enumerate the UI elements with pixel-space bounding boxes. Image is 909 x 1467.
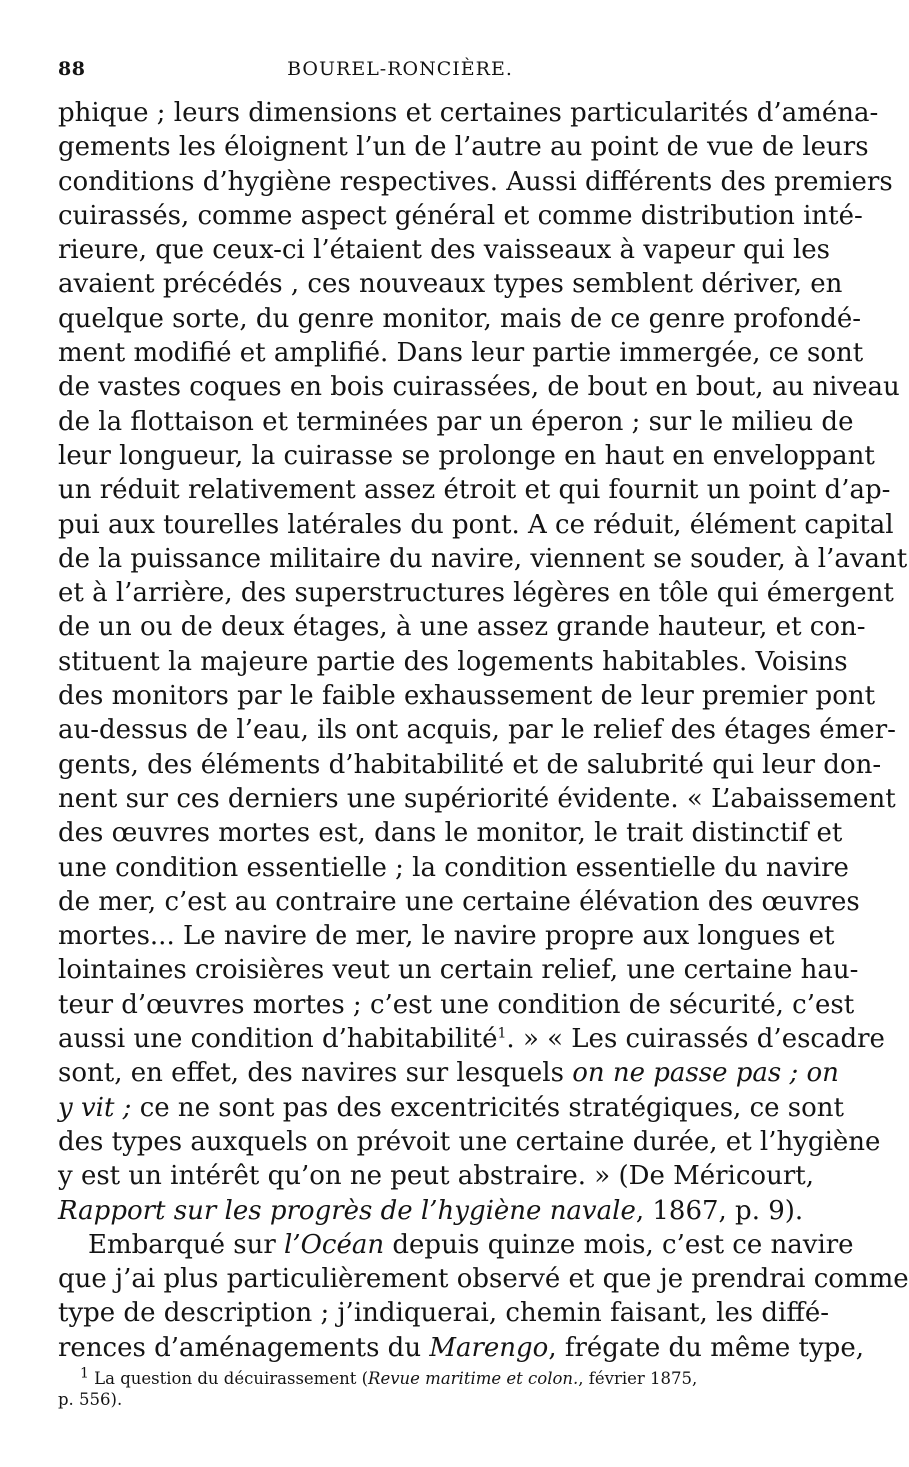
text-run: , février 1875, <box>578 1369 698 1388</box>
text-line: type de description ; j’indiquerai, chemin faisant, les diffé- <box>58 1298 829 1329</box>
text-line: de vastes coques en bois cuirassées, de bout en bout, au niveau <box>58 372 900 403</box>
text-run: Embarqué sur <box>88 1229 285 1260</box>
text-line: cuirassés, comme aspect général et comme distribution inté- <box>58 200 863 231</box>
text-line: teur d’œuvres mortes ; c’est une condition de sécurité, c’est <box>58 989 855 1020</box>
italic-run: l’Océan <box>284 1229 385 1260</box>
text-line: de un ou de deux étages, à une assez grande hauteur, et con- <box>58 612 866 643</box>
text-line <box>58 1056 839 1090</box>
text-line <box>58 1194 804 1228</box>
page-header <box>58 58 742 88</box>
text-run: rences d’aménagements du <box>58 1332 430 1363</box>
running-head: BOUREL-RONCIÈRE. <box>287 58 513 80</box>
text-line: phique ; leurs dimensions et certaines particularités d’aména- <box>58 98 879 128</box>
text-line: avaient précédés , ces nouveaux types semblent dériver, en <box>58 269 843 300</box>
text-line: ment modifié et amplifié. Dans leur partie immergée, ce sont <box>58 338 864 369</box>
page-number: 88 <box>58 58 86 80</box>
footnote-marker: 1 <box>80 1365 89 1382</box>
text-line: des œuvres mortes est, dans le monitor, le trait distinctif et <box>58 818 843 849</box>
text-line: de la puissance militaire du navire, viennent se souder, à l’avant <box>58 543 908 574</box>
italic-run: Revue maritime et colon. <box>368 1369 579 1388</box>
text-line: nent sur ces derniers une supériorité évidente. « L’abaissement <box>58 783 896 814</box>
italic-run: Rapport sur les progrès de l’hygiène navale <box>58 1195 636 1226</box>
text-line: au-dessus de l’eau, ils ont acquis, par le relief des étages émer- <box>58 715 896 746</box>
text-line: stituent la majeure partie des logements habitables. Voisins <box>58 646 848 677</box>
text-line: mortes... Le navire de mer, le navire propre aux longues et <box>58 921 835 952</box>
text-run: sont, en effet, des navires sur lesquels <box>58 1058 573 1089</box>
text-line: lointaines croisières veut un certain relief, une certaine hau- <box>58 955 859 986</box>
text-line: et à l’arrière, des superstructures légères en tôle qui émergent <box>58 578 894 609</box>
text-line: de mer, c’est au contraire une certaine élévation des œuvres <box>58 886 860 917</box>
text-run: depuis quinze mois, c’est ce navire <box>384 1229 854 1260</box>
text-run: , 1867, p. 9). <box>635 1195 804 1226</box>
text-line: gements les éloignent l’un de l’autre au point de vue de leurs <box>58 132 869 163</box>
text-line: conditions d’hygiène respectives. Aussi différents des premiers <box>58 166 893 197</box>
text-line: des monitors par le faible exhaussement de leur premier pont <box>58 681 876 712</box>
text-line: un réduit relativement assez étroit et qui fournit un point d’ap- <box>58 475 891 506</box>
text-run: aussi une condition d’habitabilité <box>58 1024 498 1055</box>
text-line: quelque sorte, du genre monitor, mais de ce genre profondé- <box>58 303 862 334</box>
text-line <box>58 1228 854 1262</box>
text-line: gents, des éléments d’habitabilité et de salubrité qui leur don- <box>58 749 882 780</box>
text-line: y est un intérêt qu’on ne peut abstraire. » (De Méricourt, <box>58 1161 814 1192</box>
text-line: que j’ai plus particulièrement observé et que je prendrai comme <box>58 1264 909 1295</box>
footnote-line <box>58 1365 738 1389</box>
text-run: , frégate du même type, <box>548 1332 864 1363</box>
body-text <box>58 96 909 1365</box>
footnote <box>58 1365 738 1410</box>
text-line: des types auxquels on prévoit une certaine durée, et l’hygiène <box>58 1126 881 1157</box>
text-line: pui aux tourelles latérales du pont. A ce réduit, élément capital <box>58 509 894 540</box>
text-line: une condition essentielle ; la condition essentielle du navire <box>58 852 849 883</box>
text-line: leur longueur, la cuirasse se prolonge en haut en enveloppant <box>58 440 875 471</box>
text-line: de la flottaison et terminées par un éperon ; sur le milieu de <box>58 406 854 437</box>
text-run: . » « Les cuirassés d’escadre <box>506 1024 885 1055</box>
italic-run: on ne passe pas ; on <box>572 1058 839 1089</box>
text-run: La question du décuirassement ( <box>88 1369 369 1388</box>
text-line: rieure, que ceux-ci l’étaient des vaisseaux à vapeur qui les <box>58 235 830 266</box>
text-line <box>58 1091 844 1125</box>
italic-run: Marengo <box>429 1332 549 1363</box>
footnote-ref: 1 <box>497 1025 507 1042</box>
text-line <box>58 1331 864 1365</box>
text-run: ce ne sont pas des excentricités stratégiques, ce sont <box>131 1092 844 1123</box>
footnote-line: p. 556). <box>58 1390 123 1409</box>
text-line <box>58 1022 885 1056</box>
italic-run: y vit ; <box>58 1092 132 1123</box>
